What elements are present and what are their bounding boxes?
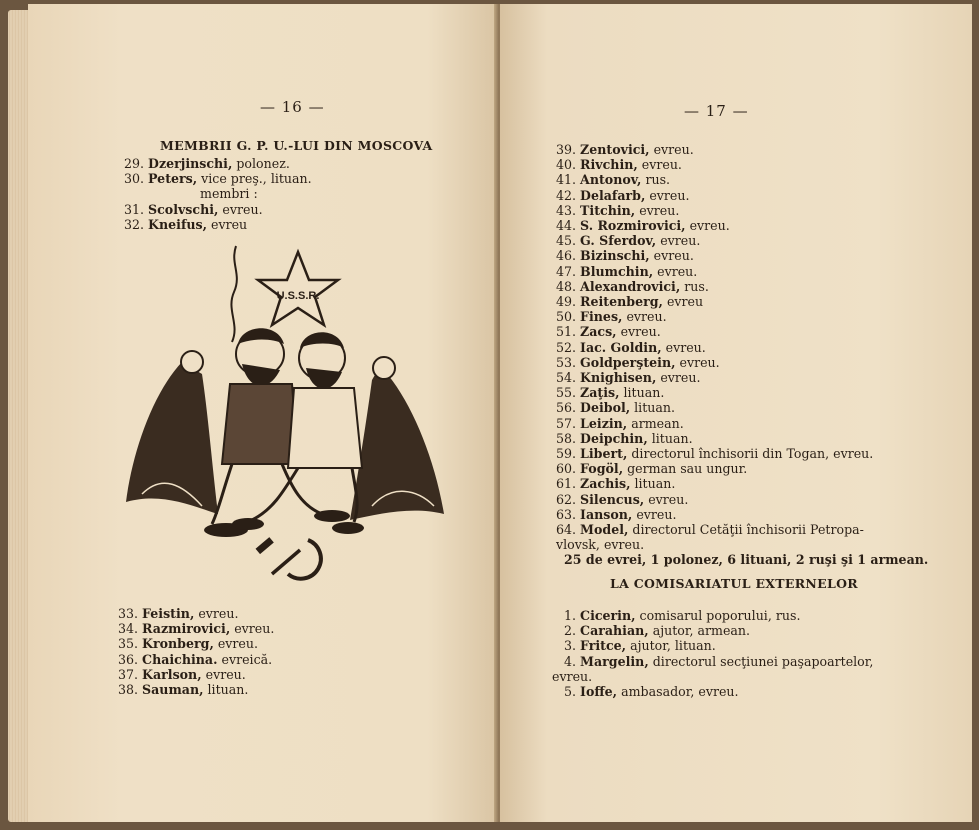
list-item: 1. Cicerin, comisarul poporului, rus.: [564, 608, 801, 623]
list-item: 50. Fines, evreu.: [556, 309, 667, 325]
list-item: 33. Feistin, evreu.: [118, 606, 239, 621]
entries-bottom-list: [118, 606, 274, 697]
list-item: 43. Titchin, evreu.: [556, 202, 680, 218]
comisariat-heading: LA COMISARIATUL EXTERNELOR: [610, 576, 858, 591]
list-item: 51. Zacs, evreu.: [556, 324, 661, 340]
list-item: 31. Scolvschi, evreu.: [124, 201, 263, 217]
list-item: membri :: [200, 186, 258, 202]
list-item: 48. Alexandrovici, rus.: [556, 278, 709, 294]
list-item: 29. Dzerjinschi, polonez.: [124, 156, 290, 171]
list-item-continuation: evreu.: [552, 668, 593, 684]
left-heading: MEMBRII G. P. U.-LUI DIN MOSCOVA: [160, 138, 433, 153]
list-item: 64. Model, directorul Cetăţii închisorii Petropa-: [556, 522, 864, 538]
hammer-sickle-icon: [256, 537, 321, 579]
list-item: 39. Zentovici, evreu.: [556, 142, 694, 157]
list-item: 53. Goldperştein, evreu.: [556, 354, 720, 370]
list-item: 36. Chaichina. evreică.: [118, 651, 273, 667]
list-item: 40. Rivchin, evreu.: [556, 157, 682, 173]
list-item: 63. Ianson, evreu.: [556, 506, 677, 522]
list-item: 61. Zachis, lituan.: [556, 476, 676, 492]
list-item: 62. Silencus, evreu.: [556, 491, 689, 507]
list-item: 30. Peters, vice preş., lituan.: [124, 171, 312, 187]
summary-line: 25 de evrei, 1 polonez, 6 lituani, 2 ruşi şi 1 armean.: [564, 552, 929, 568]
entries-list: [556, 142, 928, 568]
page-number-right: — 17 —: [684, 102, 749, 120]
list-item: 32. Kneifus, evreu: [124, 216, 248, 232]
list-item: 52. Iac. Goldin, evreu.: [556, 339, 706, 355]
list-item: 38. Sauman, lituan.: [118, 682, 249, 698]
list-item: 3. Fritce, ajutor, lituan.: [564, 638, 716, 654]
list-item-continuation: vlovsk, evreu.: [556, 537, 645, 553]
star-icon: [258, 252, 338, 325]
list-item: 45. G. Sferdov, evreu.: [556, 233, 701, 249]
list-item: 56. Deibol, lituan.: [556, 400, 676, 416]
list-item: 60. Fogöl, german sau ungur.: [556, 461, 748, 477]
list-item: 54. Knighisen, evreu.: [556, 370, 701, 386]
list-item: 35. Kronberg, evreu.: [118, 636, 258, 652]
star-label: U.S.S.R.: [276, 290, 320, 302]
list-item: 41. Antonov, rus.: [556, 172, 671, 188]
list-item: 4. Margelin, directorul secţiunei paşapoartelor,: [564, 653, 874, 669]
list-item: 59. Libert, directorul închisorii din Togan, evreu.: [556, 446, 874, 462]
caricature-illustration: [122, 244, 452, 589]
entries-top-list: [124, 156, 312, 232]
comisariat-list: [552, 608, 873, 699]
list-item: 34. Razmirovici, evreu.: [118, 621, 275, 637]
list-item: 47. Blumchin, evreu.: [556, 263, 698, 279]
list-item: 49. Reitenberg, evreu: [556, 294, 704, 310]
page-number-left: — 16 —: [260, 98, 325, 116]
list-item: 2. Carahian, ajutor, armean.: [564, 623, 751, 639]
list-item: 57. Leizin, armean.: [556, 415, 684, 431]
list-item: 46. Bizinschi, evreu.: [556, 248, 694, 264]
right-page: [500, 4, 972, 822]
list-item: 58. Deipchin, lituan.: [556, 430, 693, 446]
list-item: 44. S. Rozmirovici, evreu.: [556, 218, 730, 234]
list-item: 55. Zaţis, lituan.: [556, 385, 665, 401]
list-item: 37. Karlson, evreu.: [118, 666, 246, 682]
list-item: 42. Delafarb, evreu.: [556, 187, 690, 203]
list-item: 5. Ioffe, ambasador, evreu.: [564, 684, 739, 700]
